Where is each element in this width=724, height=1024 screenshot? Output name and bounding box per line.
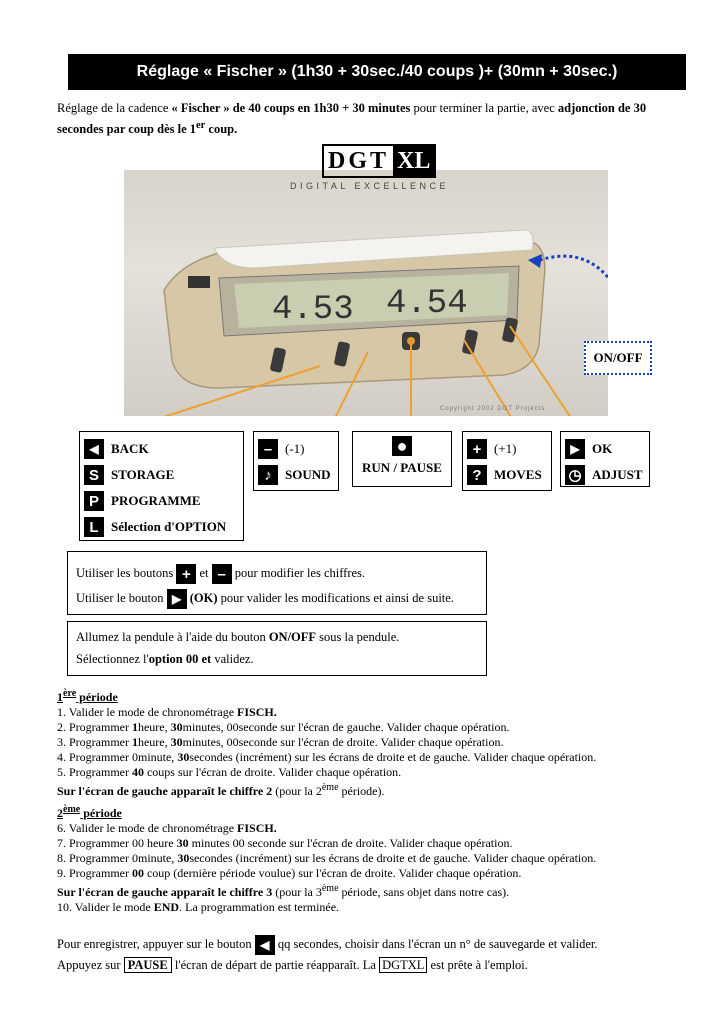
instruction-line <box>76 652 254 667</box>
key-box-plus-moves <box>462 431 552 491</box>
key-label: PROGRAMME <box>111 493 201 508</box>
play-icon: ▶ <box>167 589 187 609</box>
plus-icon: + <box>176 564 196 584</box>
key-label: ADJUST <box>592 467 643 482</box>
instruction-ok: (OK) <box>189 590 218 605</box>
step-6: 6. Valider le mode de chronométrage FISCH. <box>57 821 277 835</box>
key-row-option <box>84 514 243 540</box>
minus-icon: – <box>212 564 232 584</box>
period1-heading: 1ère période <box>57 688 118 704</box>
key-box-back-storage <box>79 431 244 541</box>
step-10: 10. Valider le mode END. La programmation est terminée. <box>57 900 340 914</box>
copyright-text: Copyright 2002 DGT Projects <box>440 406 546 412</box>
footer-instructions <box>57 934 697 975</box>
step-9: 9. Programmer 00 coup (dernière période voulue) sur l'écran de droite. Valider chaque opération. <box>57 866 522 880</box>
instruction-line <box>76 589 454 609</box>
left-time-display: 4.53 <box>272 291 354 329</box>
intro-text: pour terminer la partie, avec <box>410 101 558 115</box>
play-icon: ▶ <box>565 439 585 459</box>
step-1: 1. Valider le mode de chronométrage FISCH. <box>57 705 277 719</box>
key-label: BACK <box>111 441 149 456</box>
page-title: Réglage « Fischer » (1h30 + 30sec./40 coups )+ (30mn + 30sec.) <box>68 54 686 90</box>
key-row-moves <box>467 462 551 488</box>
instruction-text: Sélectionnez l' <box>76 652 149 666</box>
key-row-back <box>84 436 243 462</box>
step-3: 3. Programmer 1heure, 30minutes, 00seconde sur l'écran de droite. Valider chaque opération. <box>57 735 504 749</box>
instruction-line <box>76 564 365 584</box>
chess-clock-illustration <box>124 170 608 416</box>
clock-icon: ◷ <box>565 465 585 485</box>
key-label: (+1) <box>494 441 517 456</box>
footer-line-pause: Appuyez sur PAUSE l'écran de départ de partie réapparaît. La DGTXL est prête à l'emploi. <box>57 958 528 973</box>
instruction-bold: ON/OFF <box>268 630 317 644</box>
back-icon: ◀ <box>84 439 104 459</box>
instruction-box-power <box>67 621 487 676</box>
programme-icon: P <box>84 491 104 511</box>
instruction-text: sous la pendule. <box>316 630 400 644</box>
minus-icon: – <box>258 439 278 459</box>
intro-text: Réglage de la cadence <box>57 101 172 115</box>
right-time-display: 4.54 <box>386 285 468 323</box>
instruction-bold: option 00 et <box>148 652 212 666</box>
footer-line-save: Pour enregistrer, appuyer sur le bouton ◀ qq secondes, choisir dans l'écran un n° de sauvegarde et valider. <box>57 934 697 955</box>
instruction-text: et <box>199 565 209 580</box>
key-row-minus <box>258 436 338 462</box>
intro-sup: er <box>196 120 206 131</box>
period2-note: Sur l'écran de gauche apparaît le chiffre 3 (pour la 3ème période, sans objet dans notre cas). <box>57 883 510 899</box>
key-row-storage <box>84 462 243 488</box>
logo-dgt: DGT <box>328 148 390 174</box>
period1-note: Sur l'écran de gauche apparaît le chiffre 2 (pour la 2ème période). <box>57 782 385 798</box>
logo-subtitle: DIGITAL EXCELLENCE <box>290 181 450 191</box>
key-label: SOUND <box>285 467 331 482</box>
key-box-run-pause <box>352 431 452 487</box>
step-4: 4. Programmer 0minute, 30secondes (incrément) sur les écrans de droite et de gauche. Valider chaque opération. <box>57 750 597 764</box>
circle-icon: ● <box>392 436 412 456</box>
key-row-ok <box>565 436 649 462</box>
key-label: STORAGE <box>111 467 175 482</box>
instruction-text: Utiliser le bouton <box>76 590 164 605</box>
key-box-ok-adjust <box>560 431 650 487</box>
instruction-text: validez. <box>211 652 254 666</box>
plus-icon: + <box>467 439 487 459</box>
dgtxl-label: DGTXL <box>379 957 427 973</box>
back-icon: ◀ <box>255 935 275 955</box>
key-row-sound <box>258 462 338 488</box>
key-label: (-1) <box>285 441 305 456</box>
key-label: Sélection d'OPTION <box>111 519 227 534</box>
step-8: 8. Programmer 0minute, 30secondes (incrément) sur les écrans de droite et de gauche. Valider chaque opération. <box>57 851 597 865</box>
storage-icon: S <box>84 465 104 485</box>
run-pause-highlight <box>407 337 415 345</box>
instruction-text: pour modifier les chiffres. <box>234 565 366 580</box>
intro-bold-end: coup. <box>205 122 238 137</box>
instruction-line <box>76 630 399 645</box>
key-row-programme <box>84 488 243 514</box>
logo-xl: XL <box>393 146 434 176</box>
pause-label: PAUSE <box>124 957 172 973</box>
intro-bold-cadence: « Fischer » de 40 coups en 1h30 + 30 minutes <box>171 101 411 115</box>
mini-logo <box>188 276 210 288</box>
step-5: 5. Programmer 40 coups sur l'écran de droite. Valider chaque opération. <box>57 765 402 779</box>
question-icon: ? <box>467 465 487 485</box>
instruction-text: Utiliser les boutons <box>76 565 174 580</box>
key-label: RUN / PAUSE <box>362 460 442 475</box>
key-box-minus-sound <box>253 431 339 491</box>
step-7: 7. Programmer 00 heure 30 minutes 00 seconde sur l'écran de droite. Valider chaque opération. <box>57 836 513 850</box>
option-icon: L <box>84 517 104 537</box>
onoff-label: ON/OFF <box>584 341 652 375</box>
instruction-box-buttons <box>67 551 487 615</box>
step-2: 2. Programmer 1heure, 30minutes, 00seconde sur l'écran de gauche. Valider chaque opération. <box>57 720 510 734</box>
programming-steps <box>57 686 697 915</box>
period2-heading: 2ème période <box>57 804 122 820</box>
key-label: OK <box>592 441 613 456</box>
key-row-plus <box>467 436 551 462</box>
intro-paragraph <box>57 100 687 138</box>
intro-bold-increment: adjonction de 30 secondes par coup dès le 1 <box>57 101 647 137</box>
music-note-icon: ♪ <box>258 465 278 485</box>
key-row-adjust <box>565 462 649 488</box>
instruction-text: Allumez la pendule à l'aide du bouton <box>76 630 269 644</box>
instruction-text: pour valider les modifications et ainsi de suite. <box>220 590 454 605</box>
key-label: MOVES <box>494 467 542 482</box>
